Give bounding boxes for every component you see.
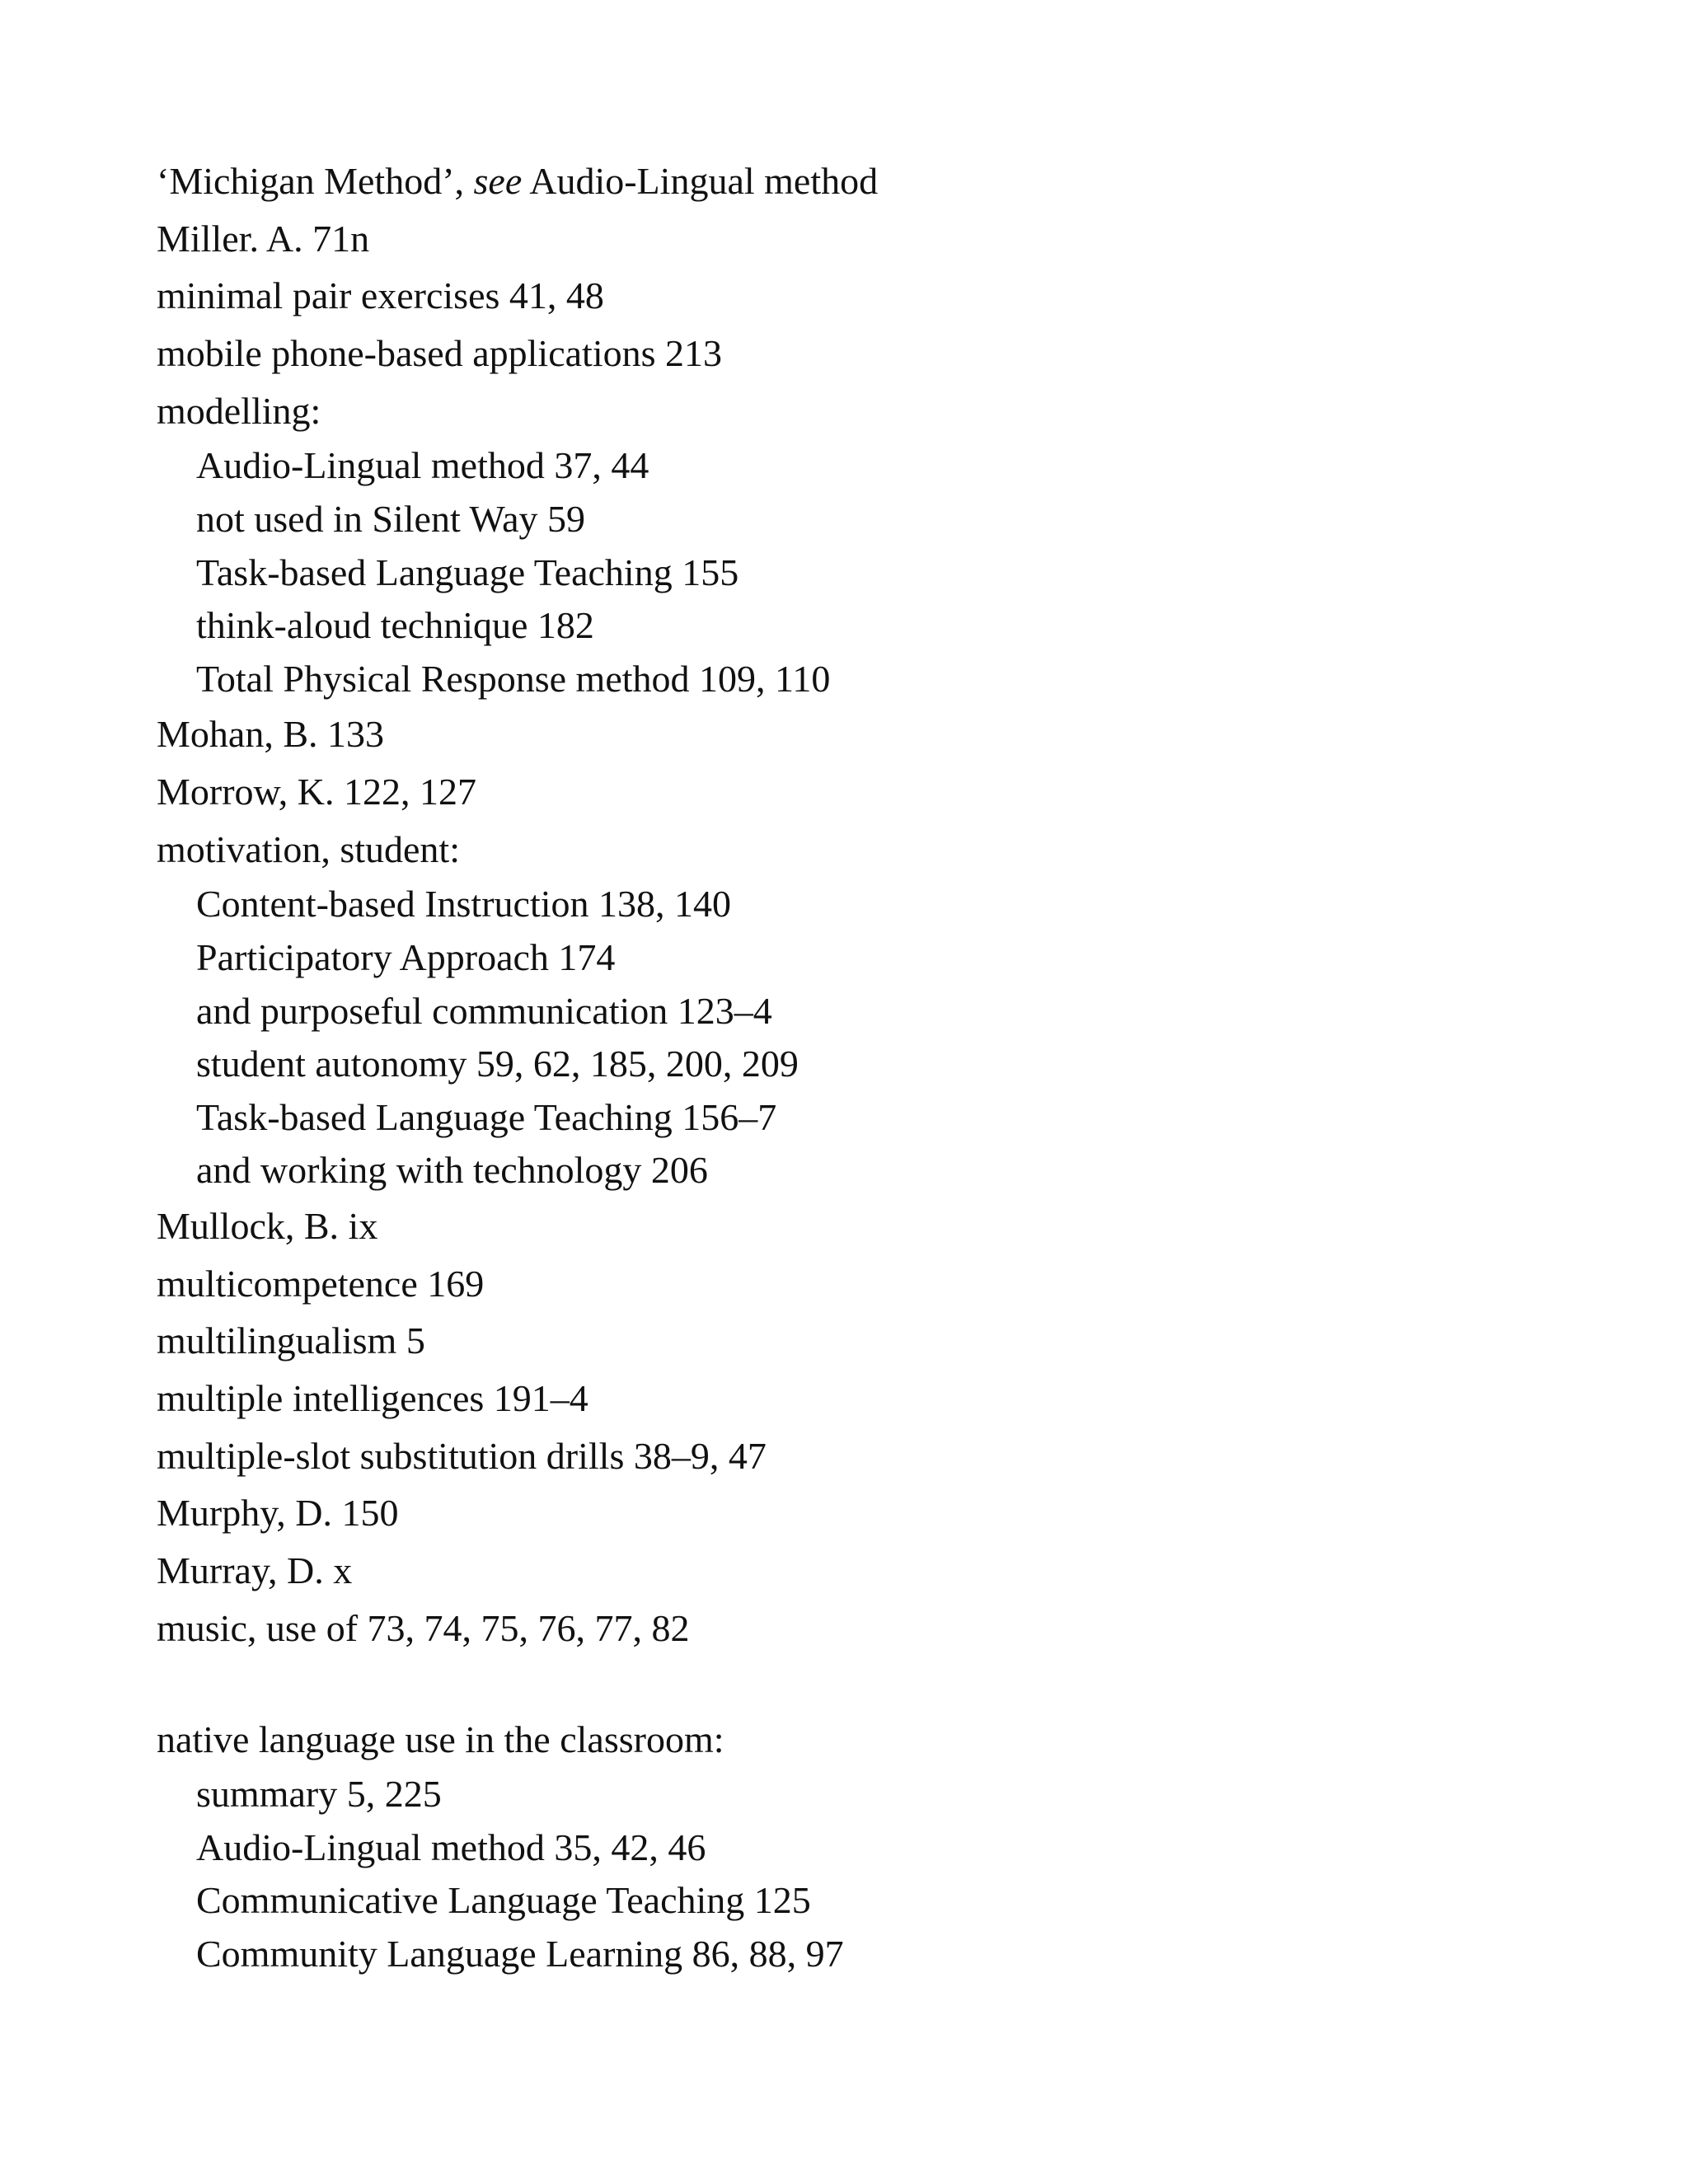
index-subentry: Audio-Lingual method 35, 42, 46: [196, 1825, 706, 1868]
index-subentry: Communicative Language Teaching 125: [196, 1879, 811, 1922]
section-gap: [157, 1657, 1558, 1711]
index-entry: multiple intelligences 191–4: [157, 1377, 588, 1420]
entry-text: ‘Michigan Method’,: [157, 160, 474, 202]
index-entry: [157, 152, 1558, 210]
index-entry: multicompetence 169: [157, 1262, 485, 1305]
see-reference: see: [473, 160, 523, 202]
index-subentry: Task-based Language Teaching 156–7: [196, 1095, 777, 1138]
index-subentry: and working with technology 206: [196, 1149, 708, 1192]
index-entry: Murray, D. x: [157, 1549, 353, 1592]
index-entry: Miller. A. 71n: [157, 217, 370, 260]
index-subentry: Community Language Learning 86, 88, 97: [196, 1933, 844, 1975]
entry-text: Audio-Lingual method: [522, 160, 879, 202]
index-entry: Mohan, B. 133: [157, 713, 384, 756]
index-list: [157, 152, 1558, 1981]
index-entry: motivation, student:: [157, 827, 460, 870]
index-entry: Murphy, D. 150: [157, 1492, 399, 1535]
index-entry: mobile phone-based applications 213: [157, 332, 723, 375]
index-entry: native language use in the classroom:: [157, 1718, 724, 1760]
index-subentry: Total Physical Response method 109, 110: [196, 657, 831, 700]
index-entry: Morrow, K. 122, 127: [157, 771, 476, 813]
index-subentry: Audio-Lingual method 37, 44: [196, 444, 649, 487]
index-subentry: think-aloud technique 182: [196, 604, 594, 647]
index-subentry: summary 5, 225: [196, 1773, 442, 1816]
index-subentry: Content-based Instruction 138, 140: [196, 883, 732, 926]
index-entry: music, use of 73, 74, 75, 76, 77, 82: [157, 1606, 690, 1649]
index-subentry: Task-based Language Teaching 155: [196, 551, 739, 593]
index-subentry: and purposeful communication 123–4: [196, 989, 772, 1032]
index-entry: multiple-slot substitution drills 38–9, 47: [157, 1434, 767, 1477]
index-subentry: not used in Silent Way 59: [196, 498, 586, 541]
index-entry: minimal pair exercises 41, 48: [157, 274, 604, 317]
index-subentry: student autonomy 59, 62, 185, 200, 209: [196, 1043, 799, 1085]
index-entry: multilingualism 5: [157, 1319, 425, 1362]
index-entry: Mullock, B. ix: [157, 1205, 378, 1248]
index-subentry: Participatory Approach 174: [196, 936, 616, 979]
index-entry: modelling:: [157, 389, 321, 432]
